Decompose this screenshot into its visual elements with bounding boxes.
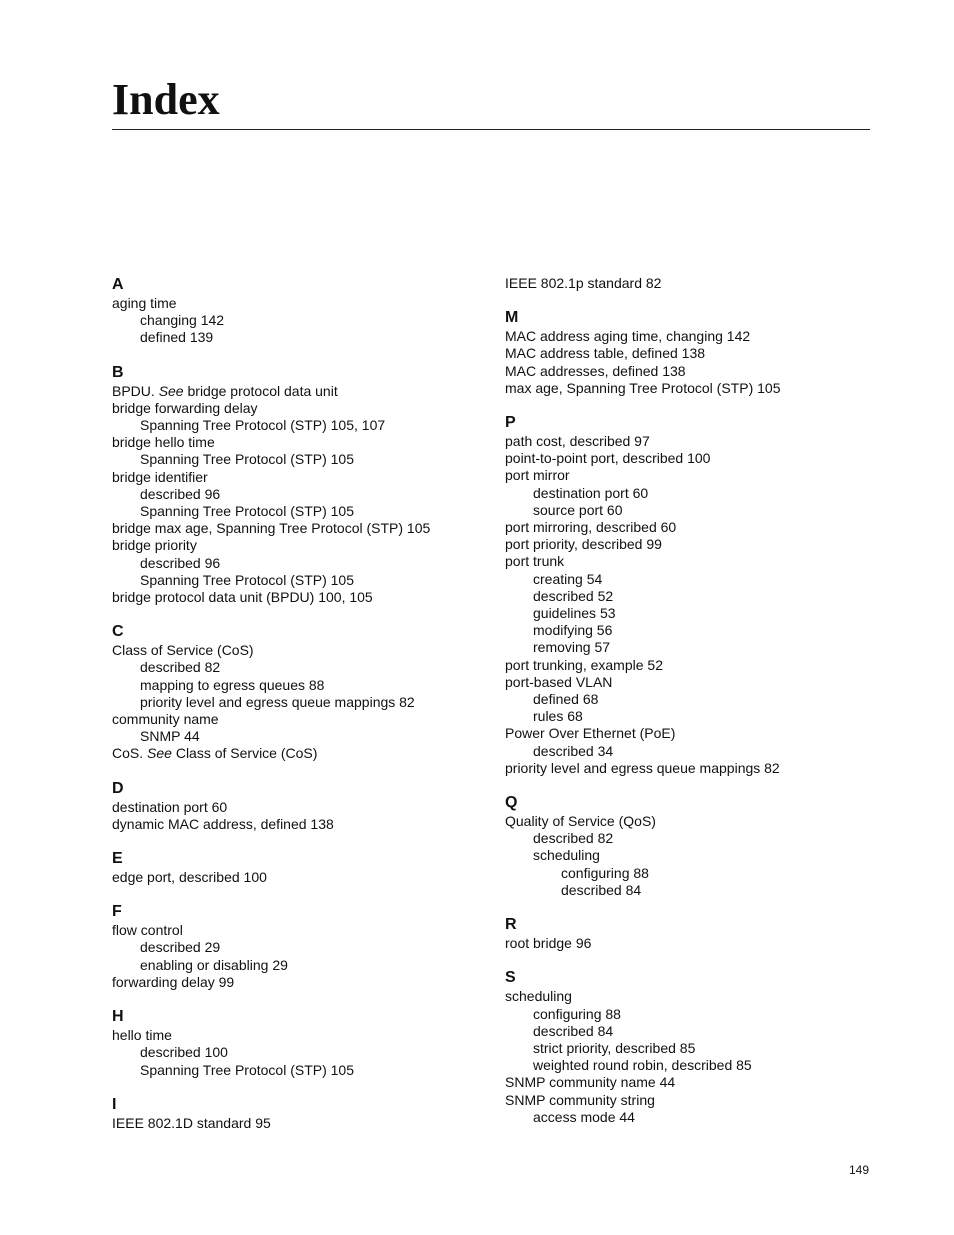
index-entry: bridge identifier	[112, 468, 208, 485]
index-subentry: described 34	[533, 742, 614, 759]
index-subentry: scheduling	[533, 847, 600, 864]
index-subentry: strict priority, described 85	[533, 1039, 696, 1056]
index-entry: point-to-point port, described 100	[505, 450, 711, 467]
entry-term: CoS.	[112, 745, 148, 762]
index-entry: aging time	[112, 295, 177, 311]
index-subentry: Spanning Tree Protocol (STP) 105	[140, 571, 355, 588]
index-subentry: described 82	[140, 659, 221, 676]
index-section	[112, 779, 502, 833]
index-entry: bridge protocol data unit (BPDU) 100, 105	[112, 589, 373, 606]
index-entry: priority level and egress queue mappings 82	[505, 759, 780, 776]
entry-text: bridge protocol data unit	[183, 382, 338, 399]
index-subentry: Spanning Tree Protocol (STP) 105	[140, 451, 355, 468]
index-entry: MAC address aging time, changing 142	[505, 328, 751, 345]
index-section	[505, 413, 895, 777]
index-entry: bridge priority	[112, 537, 197, 554]
index-entry: forwarding delay 99	[112, 973, 235, 990]
index-subentry: modifying 56	[533, 622, 613, 639]
index-subentry: removing 57	[533, 639, 611, 656]
index-subentry: configuring 88	[533, 1005, 621, 1022]
index-subentry: described 100	[140, 1044, 228, 1061]
index-section	[112, 1007, 502, 1079]
index-entry: SNMP community string	[505, 1091, 655, 1108]
index-section	[112, 363, 502, 607]
section-letter: R	[505, 916, 517, 934]
index-entry: SNMP community name 44	[505, 1074, 676, 1091]
section-letter: Q	[505, 794, 518, 812]
entry-text: Class of Service (CoS)	[171, 745, 318, 762]
index-entry: max age, Spanning Tree Protocol (STP) 105	[505, 379, 781, 396]
index-entry: bridge hello time	[112, 434, 215, 451]
index-section	[112, 902, 502, 991]
index-subentry: described 52	[533, 587, 614, 604]
index-section	[505, 275, 895, 292]
index-subentry: defined 139	[140, 329, 214, 346]
section-letter: E	[112, 850, 123, 868]
index-entry: community name	[112, 711, 219, 728]
index-subentry: described 84	[533, 1022, 614, 1039]
index-section	[505, 308, 895, 397]
index-column-right	[505, 275, 895, 1142]
page-title: Index	[112, 75, 220, 124]
section-letter: B	[112, 363, 124, 381]
section-letter: F	[112, 903, 122, 921]
index-entry: dynamic MAC address, defined 138	[112, 815, 334, 832]
index-subentry: rules 68	[533, 708, 583, 725]
index-subentry: described 84	[561, 881, 642, 898]
index-section	[112, 1095, 502, 1132]
section-letter: C	[112, 623, 124, 641]
index-subentry: SNMP 44	[140, 728, 200, 745]
index-entry: MAC addresses, defined 138	[505, 362, 686, 379]
index-subentry: Spanning Tree Protocol (STP) 105, 107	[140, 417, 386, 434]
section-letter: M	[505, 309, 519, 327]
index-subentry: creating 54	[533, 570, 603, 587]
entry-term: BPDU.	[112, 382, 159, 399]
index-entry: Quality of Service (QoS)	[505, 813, 656, 830]
index-section	[112, 622, 502, 762]
section-letter: A	[112, 276, 124, 293]
index-entry: IEEE 802.1D standard 95	[112, 1114, 271, 1131]
index-section	[505, 968, 895, 1126]
index-subentry: described 29	[140, 939, 221, 956]
index-subentry: access mode 44	[533, 1108, 635, 1125]
index-entry: Class of Service (CoS)	[112, 642, 254, 659]
index-subentry: destination port 60	[533, 484, 649, 501]
section-letter: S	[505, 969, 516, 987]
index-column-left	[112, 275, 502, 1148]
index-subentry: described 82	[533, 830, 614, 847]
index-subentry: described 96	[140, 554, 221, 571]
section-letter: I	[112, 1095, 117, 1113]
index-entry: bridge forwarding delay	[112, 399, 258, 416]
index-entry: root bridge 96	[505, 935, 592, 952]
index-subentry: guidelines 53	[533, 605, 616, 622]
index-subentry: enabling or disabling 29	[140, 956, 288, 973]
section-letter: H	[112, 1008, 124, 1026]
index-subentry: weighted round robin, described 85	[533, 1057, 752, 1074]
index-entry: Power Over Ethernet (PoE)	[505, 725, 676, 742]
section-letter: P	[505, 414, 516, 432]
index-entry: hello time	[112, 1027, 172, 1044]
index-subentry: described 96	[140, 485, 221, 502]
index-entry: port-based VLAN	[505, 673, 613, 690]
index-entry: port trunking, example 52	[505, 656, 663, 673]
index-entry: destination port 60	[112, 798, 228, 815]
title-rule	[112, 129, 870, 130]
index-subentry: Spanning Tree Protocol (STP) 105	[140, 1061, 355, 1078]
index-entry: bridge max age, Spanning Tree Protocol (STP) 105	[112, 520, 431, 537]
index-entry: IEEE 802.1p standard 82	[505, 275, 662, 291]
page-number: 149	[849, 1163, 870, 1177]
index-section	[505, 915, 895, 952]
index-section	[112, 849, 502, 886]
index-entry: port mirroring, described 60	[505, 519, 677, 536]
index-entry: scheduling	[505, 988, 572, 1005]
index-entry: port trunk	[505, 553, 565, 570]
index-entry: edge port, described 100	[112, 869, 267, 886]
index-subentry: Spanning Tree Protocol (STP) 105	[140, 503, 355, 520]
index-entry: port priority, described 99	[505, 536, 662, 553]
index-entry: MAC address table, defined 138	[505, 345, 706, 362]
index-subentry: mapping to egress queues 88	[140, 676, 325, 693]
index-entry: flow control	[112, 922, 183, 939]
index-section	[112, 275, 502, 347]
index-subentry: changing 142	[140, 312, 225, 329]
index-entry	[112, 745, 502, 762]
index-subentry: source port 60	[533, 501, 623, 518]
index-subentry: configuring 88	[561, 864, 649, 881]
section-letter: D	[112, 779, 124, 797]
index-section	[505, 793, 895, 899]
index-entry: port mirror	[505, 467, 570, 484]
index-entry	[112, 383, 502, 400]
see-reference: See	[147, 745, 172, 762]
index-subentry: defined 68	[533, 691, 599, 708]
index-entry: path cost, described 97	[505, 433, 650, 450]
see-reference: See	[158, 382, 184, 399]
index-subentry: priority level and egress queue mappings 82	[140, 693, 415, 710]
